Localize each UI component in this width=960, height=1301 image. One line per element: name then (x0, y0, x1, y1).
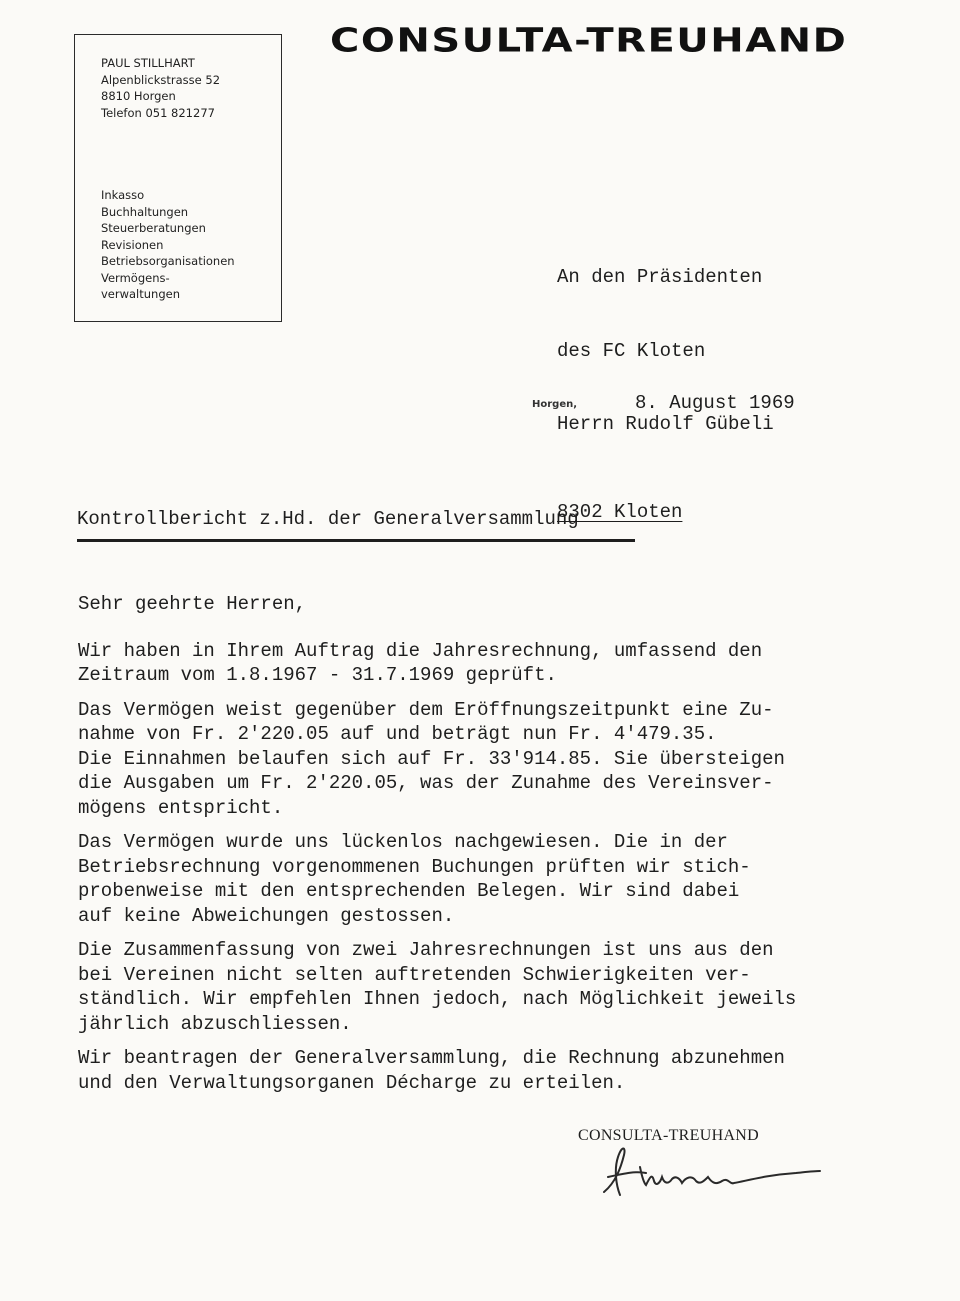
body-line: nahme von Fr. 2'220.05 auf und beträgt nun Fr. 4'479.35. (78, 723, 717, 745)
body-line: Das Vermögen weist gegenüber dem Eröffnungszeitpunkt eine Zu- (78, 698, 774, 721)
service-item: Steuerberatungen (101, 221, 206, 235)
recipient-line: An den Präsidenten (557, 266, 763, 288)
body-line: Zeitraum vom 1.8.1967 - 31.7.1969 geprüft. (78, 664, 557, 686)
body-line: Die Einnahmen belaufen sich auf Fr. 33'914.85. Sie übersteigen (78, 747, 785, 770)
salutation: Sehr geehrte Herren, (78, 593, 307, 615)
sender-phone: Telefon 051 821277 (101, 105, 215, 120)
body-line: auf keine Abweichungen gestossen. (78, 904, 455, 927)
body-line: mögens entspricht. (78, 796, 284, 819)
paragraph-1 (78, 639, 878, 688)
paragraph-2 (78, 698, 878, 821)
closing-company: CONSULTA-TREUHAND (578, 1127, 760, 1144)
recipient-address (557, 216, 774, 549)
service-item: Vermögens- (101, 270, 170, 285)
body-line: ständlich. Wir empfehlen Ihnen jedoch, nach Möglichkeit jeweils (78, 988, 797, 1010)
recipient-city: 8302 Kloten (557, 500, 683, 523)
body-line: Das Vermögen wurde uns lückenlos nachgewiesen. Die in der (78, 831, 728, 853)
subject-underline (77, 539, 635, 542)
paragraph-5 (78, 1046, 878, 1095)
body-line: Wir haben in Ihrem Auftrag die Jahresrechnung, umfassend den (78, 639, 763, 662)
service-item: Revisionen (101, 237, 164, 252)
body-line: Betriebsrechnung vorgenommenen Buchungen prüften wir stich- (78, 855, 751, 878)
sender-street: Alpenblickstrasse 52 (101, 72, 221, 87)
brand-wordmark: CONSULTA-TREUHAND (330, 22, 848, 60)
subject-line: Kontrollbericht z.Hd. der Generalversammlung (77, 508, 579, 530)
services-list (101, 187, 235, 303)
sender-name: PAUL STILLHART (101, 56, 195, 70)
service-item: Betriebsorganisationen (101, 254, 235, 268)
sender-address (101, 55, 220, 121)
body-line: die Ausgaben um Fr. 2'220.05, was der Zunahme des Vereinsver- (78, 772, 774, 794)
letter-body (78, 592, 878, 1105)
service-item: Buchhaltungen (101, 204, 189, 219)
body-line: probenweise mit den entsprechenden Belegen. Wir sind dabei (78, 880, 740, 902)
recipient-line: Herrn Rudolf Gübeli (557, 413, 774, 435)
place-label: Horgen, (532, 399, 578, 410)
body-line: jährlich abzuschliessen. (78, 1012, 352, 1035)
service-item: Inkasso (101, 188, 145, 202)
body-line: Wir beantragen der Generalversammlung, die Rechnung abzunehmen (78, 1047, 785, 1069)
recipient-line: des FC Kloten (557, 339, 706, 362)
letter-date: 8. August 1969 (635, 392, 795, 414)
sender-box (74, 34, 282, 322)
paragraph-4 (78, 938, 878, 1036)
paragraph-3 (78, 830, 878, 928)
service-item: verwaltungen (101, 287, 181, 301)
body-line: und den Verwaltungsorganen Décharge zu erteilen. (78, 1071, 626, 1094)
signature-scribble (596, 1137, 826, 1207)
body-line: bei Vereinen nicht selten auftretenden Schwierigkeiten ver- (78, 963, 751, 986)
body-line: Die Zusammenfassung von zwei Jahresrechnungen ist uns aus den (78, 939, 774, 961)
sender-city: 8810 Horgen (101, 89, 176, 103)
